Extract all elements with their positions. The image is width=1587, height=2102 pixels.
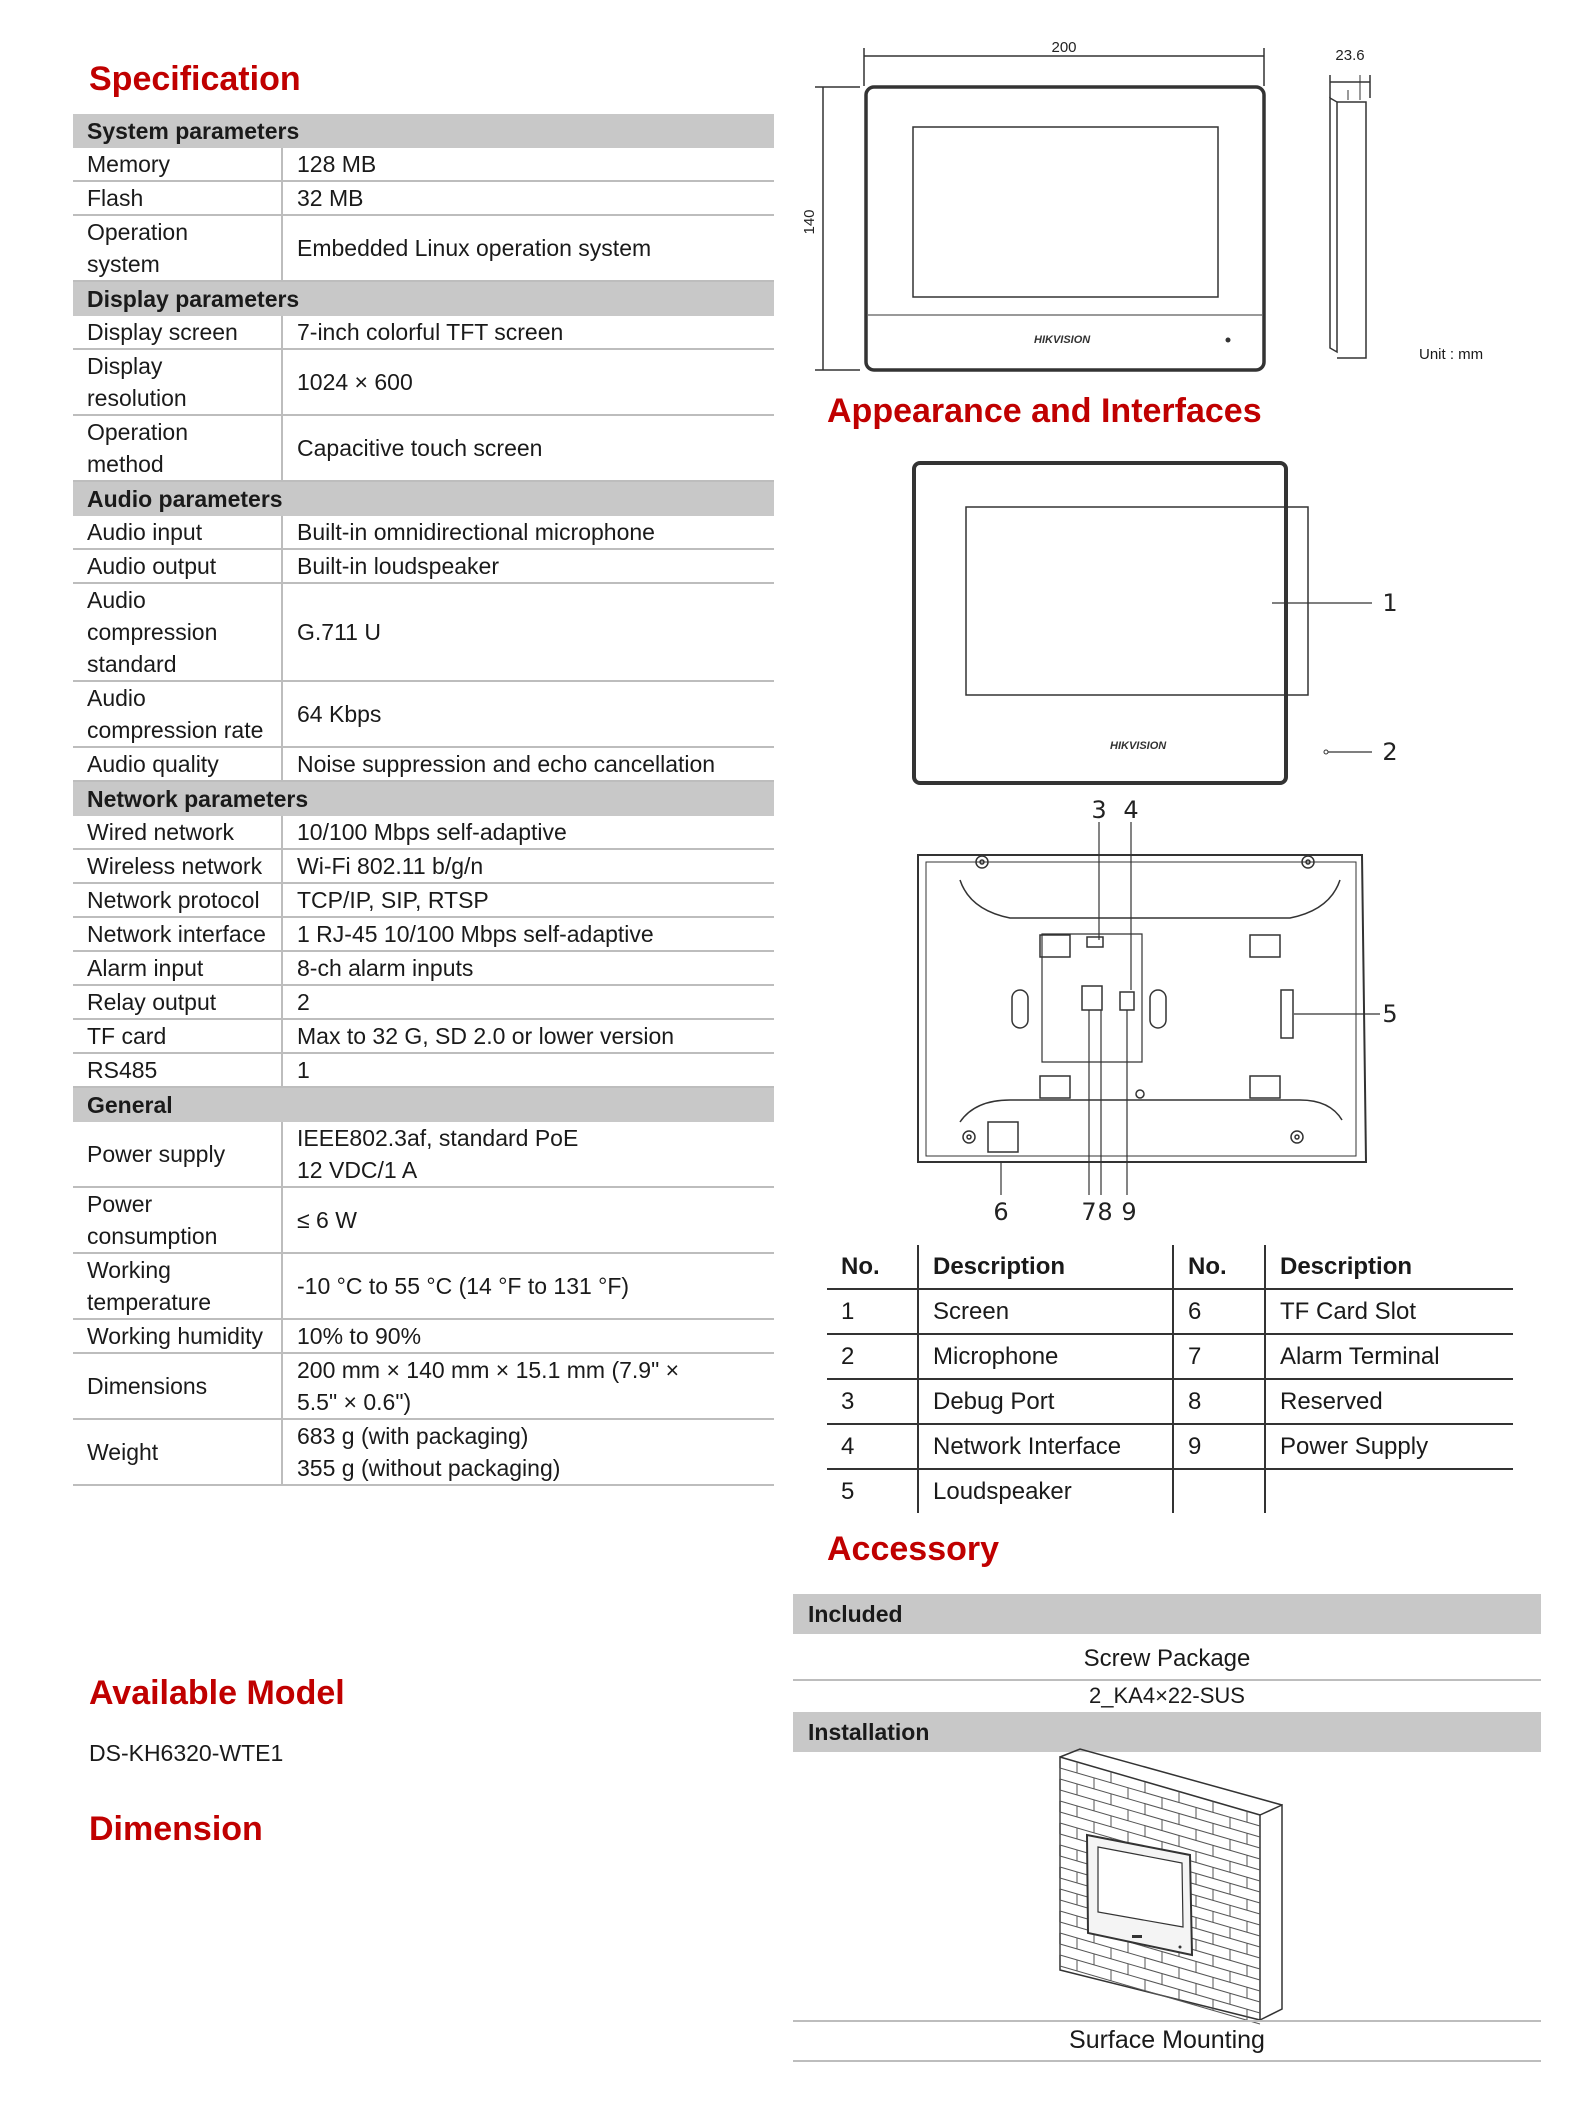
spec-key: Operation system (73, 215, 282, 281)
interface-no: 7 (1173, 1334, 1265, 1379)
spec-row (73, 1053, 774, 1087)
spec-value-line: 12 VDC/1 A (297, 1157, 418, 1183)
spec-key: Wireless network (73, 849, 282, 883)
specification-heading: Specification (89, 60, 301, 98)
interface-description: Microphone (918, 1334, 1173, 1379)
spec-value: 10/100 Mbps self-adaptive (282, 816, 774, 849)
spec-value: Capacitive touch screen (282, 415, 774, 481)
section-title: Display parameters (73, 281, 774, 316)
spec-value: TCP/IP, SIP, RTSP (282, 883, 774, 917)
section-system (73, 114, 774, 148)
spec-key: Dimensions (73, 1353, 282, 1419)
callout-1: 1 (1382, 589, 1398, 617)
callout-4: 4 (1123, 796, 1139, 824)
installation-bar: Installation (793, 1712, 1541, 1752)
spec-value: Built-in omnidirectional microphone (282, 516, 774, 549)
spec-row (73, 583, 774, 681)
dimension-heading: Dimension (89, 1810, 263, 1848)
spec-value: Embedded Linux operation system (282, 215, 774, 281)
included-bar: Included (793, 1594, 1541, 1634)
spec-value: 8-ch alarm inputs (282, 951, 774, 985)
spec-row (73, 681, 774, 747)
table-row (827, 1379, 1513, 1424)
interface-no: 3 (827, 1379, 918, 1424)
interface-no: 9 (1173, 1424, 1265, 1469)
spec-value (282, 1419, 774, 1485)
header-no: No. (827, 1245, 918, 1289)
spec-key: TF card (73, 1019, 282, 1053)
spec-value-line: 355 g (without packaging) (297, 1455, 561, 1481)
divider (793, 2060, 1541, 2062)
spec-value (282, 1353, 774, 1419)
spec-value: Max to 32 G, SD 2.0 or lower version (282, 1019, 774, 1053)
interface-description: Debug Port (918, 1379, 1173, 1424)
callout-9: 9 (1121, 1198, 1137, 1226)
section-title: General (73, 1087, 774, 1122)
spec-key: Audio compression rate (73, 681, 282, 747)
interfaces-table (827, 1245, 1513, 1513)
header-description: Description (1265, 1245, 1513, 1289)
spec-row (73, 1122, 774, 1187)
spec-row (73, 349, 774, 415)
interface-no (1173, 1469, 1265, 1513)
spec-value-line: 5.5" × 0.6") (297, 1389, 412, 1415)
spec-row (73, 1419, 774, 1485)
dimension-drawing (800, 30, 1500, 380)
specification-table (73, 114, 774, 1486)
spec-row (73, 985, 774, 1019)
spec-key: Relay output (73, 985, 282, 1019)
appearance-heading: Appearance and Interfaces (827, 392, 1262, 430)
table-row (827, 1289, 1513, 1334)
installation-caption: Surface Mounting (1069, 2026, 1265, 2054)
interface-description (1265, 1469, 1513, 1513)
included-code: 2_KA4×22-SUS (1089, 1683, 1245, 1708)
height-label: 140 (801, 209, 818, 235)
section-audio (73, 481, 774, 516)
unit-label: Unit : mm (1419, 346, 1484, 363)
spec-row (73, 1353, 774, 1419)
spec-row (73, 1187, 774, 1253)
spec-row (73, 316, 774, 349)
rear-view-drawing (900, 796, 1420, 1230)
spec-key: RS485 (73, 1053, 282, 1087)
callout-6: 6 (993, 1198, 1009, 1226)
interface-no: 5 (841, 1478, 855, 1505)
callout-3: 3 (1091, 796, 1107, 824)
spec-key: Operation method (73, 415, 282, 481)
spec-value-line: 683 g (with packaging) (297, 1423, 529, 1449)
interface-no: 4 (827, 1424, 918, 1469)
interface-description: Reserved (1265, 1379, 1513, 1424)
spec-key: Power consumption (73, 1187, 282, 1253)
section-general (73, 1087, 774, 1122)
spec-key: Alarm input (73, 951, 282, 985)
interface-description: Power Supply (1265, 1424, 1513, 1469)
interface-description: Network Interface (918, 1424, 1173, 1469)
interface-no: 1 (827, 1289, 918, 1334)
spec-key: Audio compression standard (73, 583, 282, 681)
spec-key: Power supply (73, 1122, 282, 1187)
spec-value: Noise suppression and echo cancellation (282, 747, 774, 781)
spec-row (73, 181, 774, 215)
callout-5: 5 (1382, 1000, 1398, 1028)
spec-key: Memory (73, 148, 282, 181)
table-row (827, 1334, 1513, 1379)
callout-2: 2 (1382, 738, 1398, 766)
spec-value: Built-in loudspeaker (282, 549, 774, 583)
interface-description: Alarm Terminal (1265, 1334, 1513, 1379)
spec-value: 1024 × 600 (282, 349, 774, 415)
spec-value (282, 1122, 774, 1187)
width-label: 200 (1051, 39, 1077, 56)
table-row (827, 1469, 1513, 1513)
spec-row (73, 816, 774, 849)
spec-value: G.711 U (282, 583, 774, 681)
brand-logo: HIKVISION (1110, 740, 1167, 752)
accessory-heading: Accessory (827, 1530, 1000, 1568)
spec-value: ≤ 6 W (282, 1187, 774, 1253)
spec-value-line: 200 mm × 140 mm × 15.1 mm (7.9" × (297, 1357, 680, 1383)
spec-row (73, 516, 774, 549)
spec-key: Display screen (73, 316, 282, 349)
spec-row (73, 917, 774, 951)
section-title: System parameters (73, 114, 774, 148)
spec-value: 7-inch colorful TFT screen (282, 316, 774, 349)
header-no: No. (1173, 1245, 1265, 1289)
callout-7: 7 (1081, 1198, 1097, 1226)
spec-key: Weight (73, 1419, 282, 1485)
spec-value: 128 MB (282, 148, 774, 181)
callout-8: 8 (1097, 1198, 1113, 1226)
interface-no: 2 (827, 1334, 918, 1379)
divider (793, 1679, 1541, 1681)
section-title: Audio parameters (73, 481, 774, 516)
spec-value: 64 Kbps (282, 681, 774, 747)
spec-value: 10% to 90% (282, 1319, 774, 1353)
included-item: Screw Package (1083, 1645, 1251, 1672)
spec-key: Network protocol (73, 883, 282, 917)
spec-row (73, 549, 774, 583)
spec-key: Audio input (73, 516, 282, 549)
section-network (73, 781, 774, 816)
spec-row (73, 883, 774, 917)
model-number: DS-KH6320-WTE1 (89, 1740, 284, 1766)
spec-key: Network interface (73, 917, 282, 951)
spec-key: Working humidity (73, 1319, 282, 1353)
spec-row (73, 1319, 774, 1353)
spec-value: 1 (282, 1053, 774, 1087)
interface-no: 6 (1173, 1289, 1265, 1334)
spec-row (73, 1019, 774, 1053)
spec-row (73, 415, 774, 481)
interface-no: 8 (1173, 1379, 1265, 1424)
interface-description: TF Card Slot (1265, 1289, 1513, 1334)
spec-row (73, 747, 774, 781)
available-model-heading: Available Model (89, 1674, 345, 1712)
spec-key: Audio quality (73, 747, 282, 781)
spec-value: -10 °C to 55 °C (14 °F to 131 °F) (282, 1253, 774, 1319)
interface-description: Loudspeaker (918, 1469, 1173, 1513)
spec-key: Flash (73, 181, 282, 215)
front-view-drawing (900, 455, 1420, 795)
table-row (827, 1424, 1513, 1469)
spec-row (73, 215, 774, 281)
spec-row (73, 1253, 774, 1319)
interfaces-header-row (827, 1245, 1513, 1289)
section-title: Network parameters (73, 781, 774, 816)
interface-description: Screen (918, 1289, 1173, 1334)
section-display (73, 281, 774, 316)
spec-value: 32 MB (282, 181, 774, 215)
spec-key: Working temperature (73, 1253, 282, 1319)
spec-value: Wi-Fi 802.11 b/g/n (282, 849, 774, 883)
depth-label: 23.6 (1335, 47, 1365, 64)
header-description: Description (918, 1245, 1173, 1289)
spec-key: Audio output (73, 549, 282, 583)
spec-row (73, 951, 774, 985)
spec-key: Wired network (73, 816, 282, 849)
surface-mounting-illustration (1050, 1755, 1290, 2020)
spec-value-line: IEEE802.3af, standard PoE (297, 1125, 579, 1151)
divider (793, 2020, 1541, 2022)
spec-value: 1 RJ-45 10/100 Mbps self-adaptive (282, 917, 774, 951)
brand-logo: HIKVISION (1034, 334, 1091, 346)
spec-row (73, 148, 774, 181)
spec-value: 2 (282, 985, 774, 1019)
spec-key: Display resolution (73, 349, 282, 415)
spec-row (73, 849, 774, 883)
